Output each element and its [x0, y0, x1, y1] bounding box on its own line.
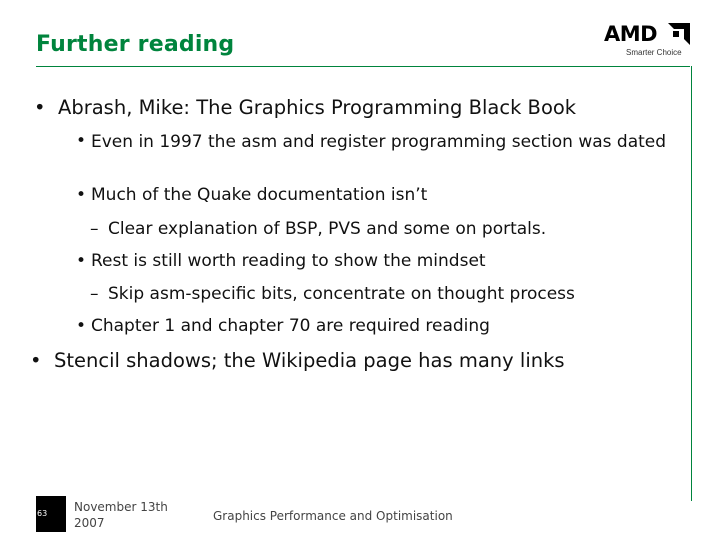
bullet-item — [34, 96, 576, 119]
bullet-marker: – — [90, 219, 99, 239]
bullet-marker: • — [76, 316, 87, 336]
bullet-item — [76, 131, 671, 153]
amd-arrow-logo-icon — [668, 23, 690, 45]
bullet-item — [90, 219, 546, 239]
bullet-text: Stencil shadows; the Wikipedia page has many links — [54, 349, 565, 372]
bullet-text: Even in 1997 the asm and register programming section was dated — [91, 132, 667, 152]
bullet-item — [30, 349, 565, 372]
bullet-text: Clear explanation of BSP, PVS and some on portals. — [108, 219, 547, 239]
bullet-text: Skip asm-specific bits, concentrate on thought process — [108, 284, 575, 304]
logo-brand-text: AMD — [604, 22, 658, 46]
slide-title: Further reading — [36, 32, 235, 57]
bullet-item — [76, 185, 427, 205]
footer-presentation-title: Graphics Performance and Optimisation — [213, 509, 453, 523]
bullet-marker: • — [34, 96, 46, 119]
bullet-marker: • — [76, 131, 87, 151]
bullet-marker: • — [76, 185, 87, 205]
amd-logo — [604, 22, 696, 62]
bullet-item — [76, 251, 486, 271]
bullet-marker: • — [76, 251, 87, 271]
slide-number: 63 — [37, 509, 48, 518]
right-border — [691, 66, 692, 501]
title-divider — [36, 66, 690, 67]
bullet-text: Rest is still worth reading to show the mindset — [91, 251, 486, 271]
bullet-text: Much of the Quake documentation isn’t — [91, 185, 428, 205]
logo-tagline: Smarter Choice — [626, 48, 682, 57]
bullet-text: Abrash, Mike: The Graphics Programming Black Book — [58, 96, 577, 119]
bullet-item — [90, 284, 575, 304]
bullet-text: Chapter 1 and chapter 70 are required reading — [91, 316, 490, 336]
bullet-marker: • — [30, 349, 42, 372]
bullet-marker: – — [90, 284, 99, 304]
footer-date: November 13th 2007 — [74, 500, 168, 530]
bullet-item — [76, 316, 490, 336]
